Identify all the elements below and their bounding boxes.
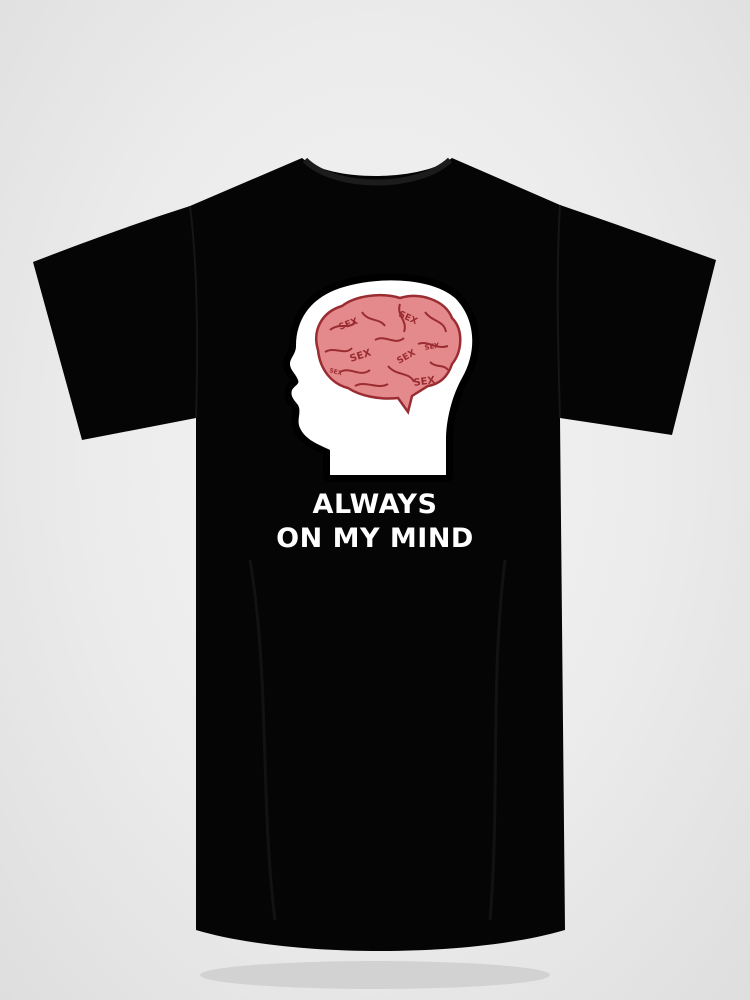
slogan-line-1: ALWAYS [312,489,438,520]
shirt-shadow [200,961,550,989]
brain-word: SEX [328,367,343,378]
brain-word: SEX [395,348,418,367]
brain-word: SEX [337,316,360,333]
brain-word: SEX [348,347,373,365]
brain-word: SEX [412,375,436,389]
brain-word: SEX [396,309,419,327]
brain-word: SEX [423,341,441,352]
slogan-line-2: ON MY MIND [276,523,474,554]
